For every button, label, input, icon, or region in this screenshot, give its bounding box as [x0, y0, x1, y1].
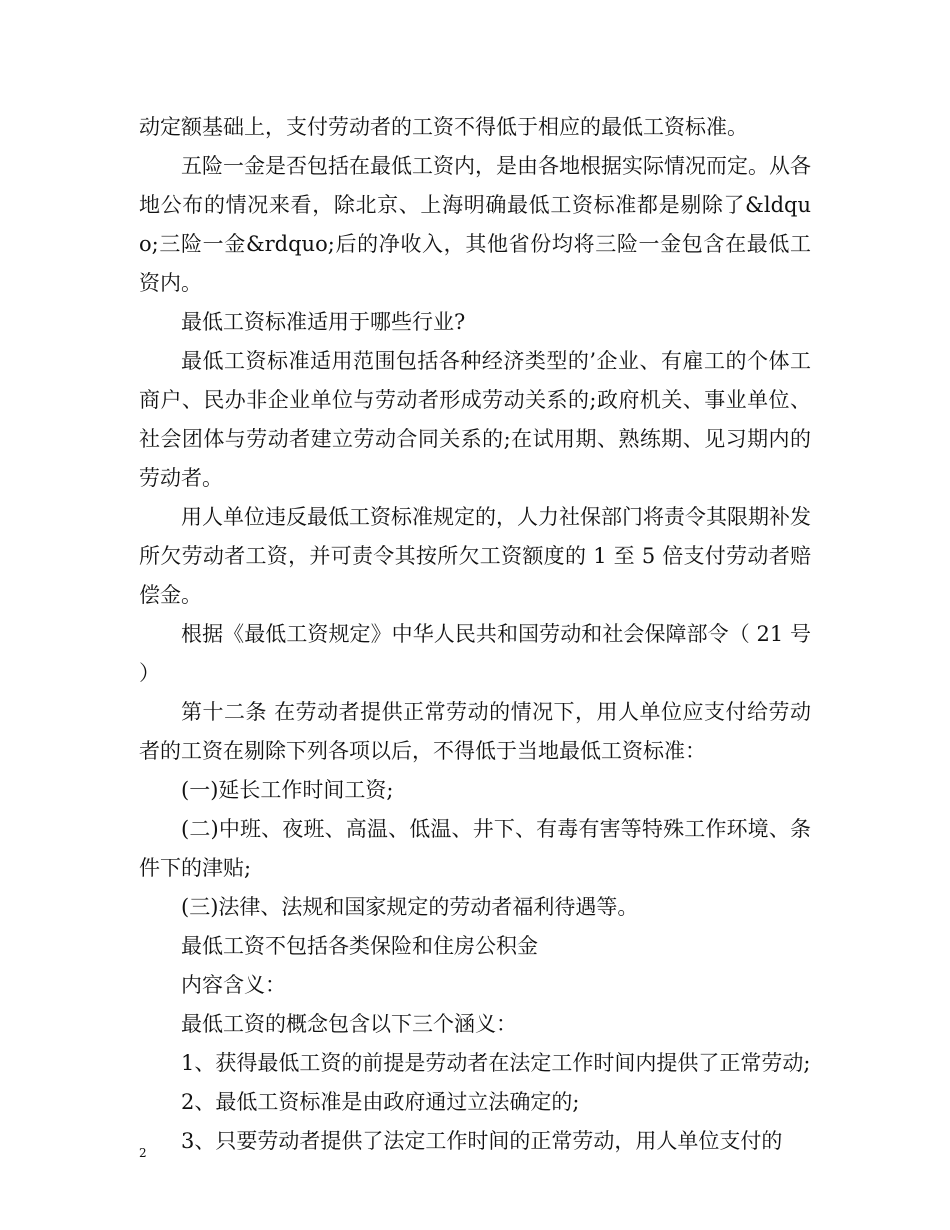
- paragraph-14: 1、获得最低工资的前提是劳动者在法定工作时间内提供了正常劳动;: [181, 1051, 811, 1075]
- paragraph-7: 第十二条 在劳动者提供正常劳动的情况下，用人单位应支付给劳动者的工资在剔除下列各项以后，不得低于当地最低工资标准：: [139, 700, 811, 763]
- paragraph-11: 最低工资不包括各类保险和住房公积金: [181, 934, 538, 958]
- paragraph-10: (三)法律、法规和国家规定的劳动者福利待遇等。: [181, 895, 639, 919]
- paragraph-15: 2、最低工资标准是由政府通过立法确定的;: [181, 1090, 580, 1114]
- paragraph-8: (一)延长工作时间工资;: [181, 778, 394, 802]
- paragraph-3: 最低工资标准适用于哪些行业?: [181, 310, 466, 334]
- paragraph-4: 最低工资标准适用范围包括各种经济类型的’企业、有雇工的个体工商户、民办非企业单位与劳动者形成劳动关系的;政府机关、事业单位、社会团体与劳动者建立劳动合同关系的;在试用期、熟练期、见习期内的劳动者。: [139, 349, 811, 490]
- paragraph-12: 内容含义：: [181, 973, 286, 997]
- paragraph-5: 用人单位违反最低工资标准规定的，人力社保部门将责令其限期补发所欠劳动者工资，并可责令其按所欠工资额度的 1 至 5 倍支付劳动者赔偿金。: [139, 505, 811, 607]
- paragraph-6: 根据《最低工资规定》中华人民共和国劳动和社会保障部令（ 21 号 ）: [139, 622, 811, 685]
- paragraph-9: (二)中班、夜班、高温、低温、井下、有毒有害等特殊工作环境、条件下的津贴;: [139, 817, 811, 880]
- document-body: [139, 108, 811, 1161]
- page-number: 2: [139, 1146, 147, 1160]
- paragraph-2: 五险一金是否包括在最低工资内，是由各地根据实际情况而定。从各地公布的情况来看，除北京、上海明确最低工资标准都是剔除了&ldquo;三险一金&rdquo;后的净收入，其他省份均将三险一金包含在最低工资内。: [139, 154, 811, 295]
- paragraph-1: 动定额基础上，支付劳动者的工资不得低于相应的最低工资标准。: [139, 115, 748, 139]
- paragraph-16: 3、只要劳动者提供了法定工作时间的正常劳动，用人单位支付的: [181, 1129, 783, 1153]
- paragraph-13: 最低工资的概念包含以下三个涵义：: [181, 1012, 517, 1036]
